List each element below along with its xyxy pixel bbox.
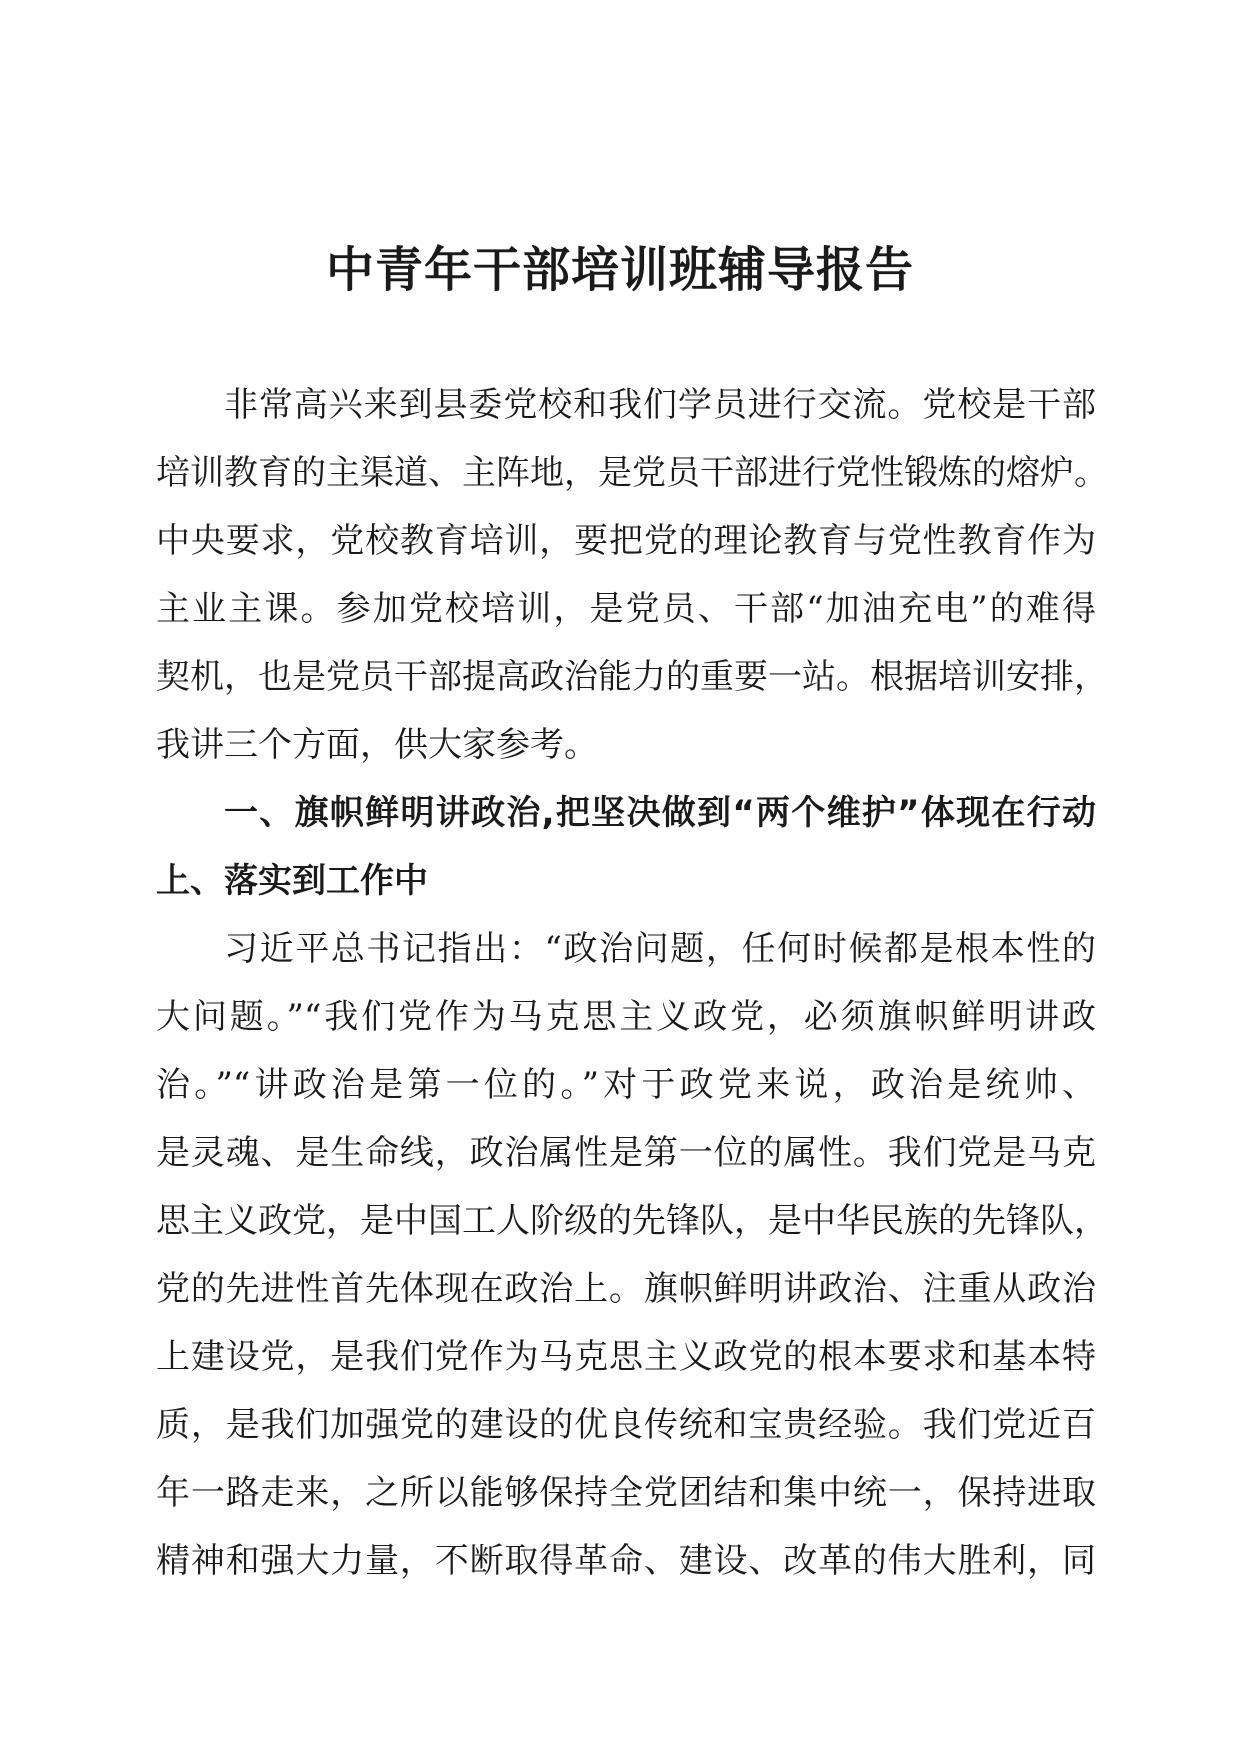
section-heading: 一、旗帜鲜明讲政治,把坚决做到“两个维护”体现在行动 — [224, 793, 1096, 833]
paragraph-line: 思主义政党，是中国工人阶级的先锋队，是中华民族的先锋队， — [156, 1201, 1108, 1241]
paragraph-line: 年一路走来，之所以能够保持全党团结和集中统一，保持进取 — [156, 1473, 1096, 1513]
paragraph-line: 主业主课。参加党校培训，是党员、干部“加油充电”的难得 — [156, 589, 1096, 629]
document-title: 中青年干部培训班辅导报告 — [325, 242, 914, 298]
paragraph-line: 大问题。”“我们党作为马克思主义政党，必须旗帜鲜明讲政 — [156, 997, 1096, 1037]
paragraph-line: 上建设党，是我们党作为马克思主义政党的根本要求和基本特 — [156, 1337, 1096, 1377]
paragraph-line: 中央要求，党校教育培训，要把党的理论教育与党性教育作为 — [156, 521, 1096, 561]
paragraph-line: 质，是我们加强党的建设的优良传统和宝贵经验。我们党近百 — [156, 1405, 1096, 1445]
paragraph-line: 契机，也是党员干部提高政治能力的重要一站。根据培训安排， — [156, 657, 1108, 697]
paragraph-line: 党的先进性首先体现在政治上。旗帜鲜明讲政治、注重从政治 — [156, 1269, 1096, 1309]
paragraph-line: 精神和强大力量，不断取得革命、建设、改革的伟大胜利，同 — [156, 1541, 1096, 1581]
paragraph-line: 治。”“讲政治是第一位的。”对于政党来说，政治是统帅、 — [156, 1065, 1096, 1105]
section-heading: 上、落实到工作中 — [156, 861, 428, 901]
paragraph-line: 是灵魂、是生命线，政治属性是第一位的属性。我们党是马克 — [156, 1133, 1096, 1173]
paragraph-line: 培训教育的主渠道、主阵地，是党员干部进行党性锻炼的熔炉。 — [156, 453, 1108, 493]
paragraph-line: 习近平总书记指出：“政治问题，任何时候都是根本性的 — [224, 929, 1096, 969]
paragraph-line: 非常高兴来到县委党校和我们学员进行交流。党校是干部 — [224, 385, 1096, 425]
paragraph-line: 我讲三个方面，供大家参考。 — [156, 725, 598, 765]
